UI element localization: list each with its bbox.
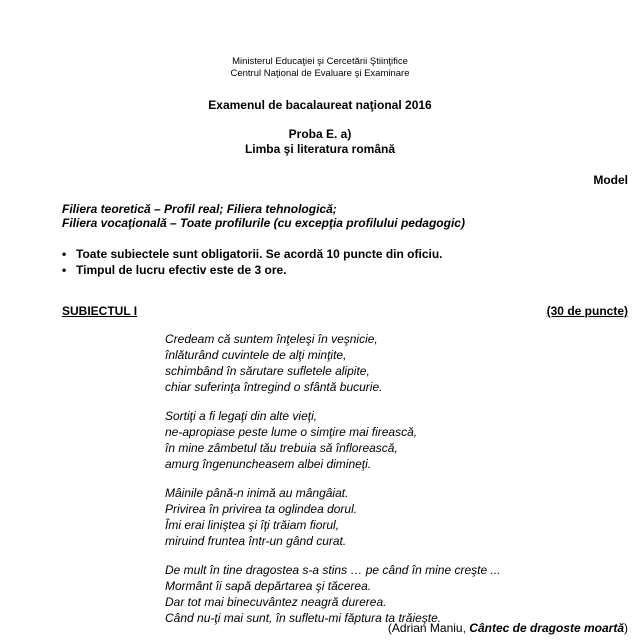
poem-verse: miruind fruntea într-un gând curat. xyxy=(165,534,347,548)
poem-verse: Îmi erai liniştea şi îţi trăiam fiorul, xyxy=(165,518,340,532)
exam-proba: Proba E. a) xyxy=(288,127,352,141)
poem-verse: în mine zâmbetul tău trebuia să înflorească, xyxy=(165,441,398,455)
evaluation-center-name: Centrul Naţional de Evaluare şi Examinare xyxy=(230,68,410,79)
model-label: Model xyxy=(593,173,628,187)
instruction-item: • Toate subiectele sunt obligatorii. Se acordă 10 puncte din oficiu. xyxy=(62,246,443,262)
poem-source-prefix: (Adrian Maniu, xyxy=(387,621,470,635)
exam-subject: Limba şi literatura română xyxy=(244,142,396,156)
poem-verse: amurg îngenuncheasem albei dimineţi. xyxy=(165,457,372,471)
poem-verse: ne-apropiase peste lume o simţire mai firească, xyxy=(165,425,418,439)
section-points: (30 de puncte) xyxy=(546,304,628,318)
poem-source-suffix: ) xyxy=(624,621,628,635)
ministry-name: Ministerul Educaţiei şi Cercetării Ştiinţifice xyxy=(232,56,408,67)
instruction-item: • Timpul de lucru efectiv este de 3 ore. xyxy=(62,262,443,278)
exam-title: Examenul de bacalaureat naţional 2016 xyxy=(208,98,432,112)
poem-source-title: Cântec de dragoste moartă xyxy=(469,621,624,635)
section-title: SUBIECTUL I xyxy=(62,304,138,318)
poem-stanza xyxy=(165,485,501,549)
instructions-list xyxy=(62,246,443,278)
poem-source xyxy=(388,621,628,635)
poem-stanza xyxy=(165,408,501,472)
poem-verse: De mult în tine dragostea s-a stins … pe când în mine creşte ... xyxy=(165,563,501,577)
poem-verse: înlăturând cuvintele de alţi minţite, xyxy=(165,348,347,362)
filiera-line-2: Filiera vocaţională – Toate profilurile (cu excepţia profilului pedagogic) xyxy=(62,216,465,230)
poem xyxy=(165,331,501,639)
poem-verse: schimbând în sărutare sufletele alipite, xyxy=(165,364,370,378)
poem-verse: Dar tot mai binecuvântez neagră durerea. xyxy=(165,595,387,609)
poem-verse: Mormânt îi sapă depărtarea şi tăcerea. xyxy=(165,579,372,593)
poem-verse: Mâinile până-n inimă au mângâiat. xyxy=(165,486,349,500)
poem-verse: Privirea în privirea ta oglindea dorul. xyxy=(165,502,358,516)
poem-verse: Credeam că suntem înţeleşi în veşnicie, xyxy=(165,332,378,346)
poem-stanza xyxy=(165,562,501,626)
poem-verse: chiar suferinţa întregind o sfântă bucurie. xyxy=(165,380,383,394)
filiera-line-1: Filiera teoretică – Profil real; Filiera tehnologică; xyxy=(62,202,337,216)
poem-stanza xyxy=(165,331,501,395)
poem-verse: Când nu-ţi mai sunt, în sufletu-mi făptura ta trăieşte. xyxy=(165,611,442,625)
poem-verse: Sortiţi a fi legaţi din alte vieţi, xyxy=(165,409,318,423)
